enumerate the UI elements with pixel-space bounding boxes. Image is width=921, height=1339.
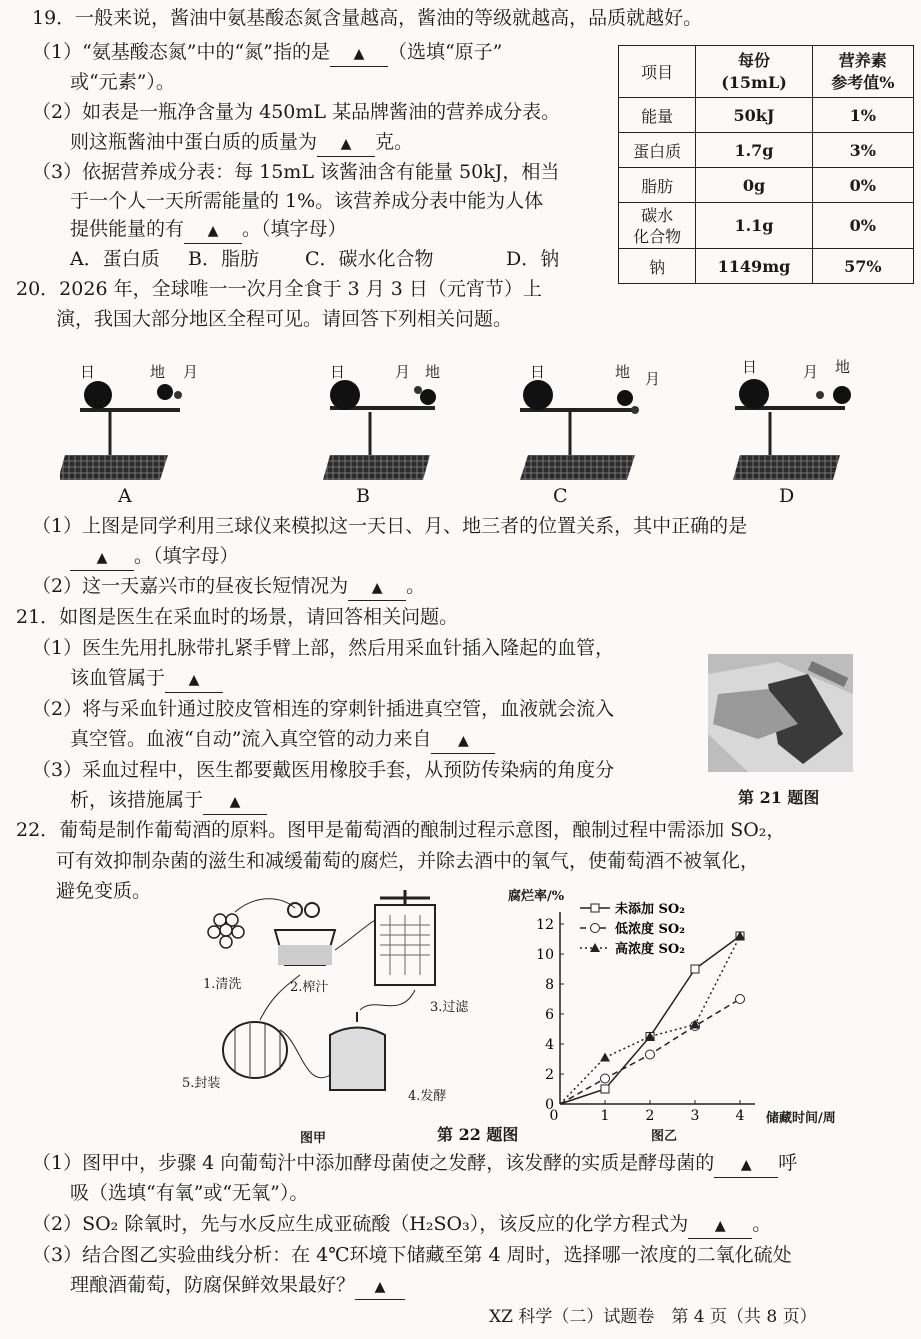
option-letter-c: C	[553, 485, 568, 507]
y-tick-label: 8	[545, 977, 554, 993]
rot-rate-chart	[500, 882, 860, 1142]
q20-part1	[70, 544, 239, 571]
x-tick-label: 1	[600, 1108, 610, 1124]
q21-part1	[70, 666, 223, 693]
step-label: 3.过滤	[430, 1000, 469, 1015]
legend-label: 低浓度 SO₂	[615, 922, 685, 937]
table-cell: 1149mg	[696, 249, 812, 284]
grapes-icon	[208, 914, 244, 948]
table-cell: 钠	[619, 249, 696, 284]
q22-stem2: 可有效抑制杂菌的滋生和减缓葡萄的腐烂，并除去酒中的氧气，使葡萄酒不被氧化，	[56, 850, 760, 872]
table-cell: 50kJ	[696, 98, 812, 133]
table-cell: 能量	[619, 98, 696, 133]
q22-stem3: 避免变质。	[56, 880, 152, 902]
step-label: 4.发酵	[408, 1089, 447, 1104]
q19-p3c: 提供能量的有	[70, 218, 185, 240]
legend-marker	[591, 904, 599, 912]
q21-p2a: （2）将与采血针通过胶皮管相连的穿刺针插进真空管，血液就会流入	[32, 698, 615, 720]
answer-blank[interactable]: ▲	[203, 788, 267, 815]
y-tick-label: 6	[545, 1007, 554, 1023]
q19-p3b: 于一个人一天所需能量的 1%。该营养成分表中能为人体	[70, 190, 544, 212]
q22-part1	[32, 1151, 797, 1178]
table-cell: 1%	[812, 98, 913, 133]
table-cell: 1.1g	[696, 203, 812, 249]
orrery-label: 日	[530, 363, 546, 381]
answer-blank[interactable]: ▲	[348, 574, 406, 601]
q21-p1a: （1）医生先用扎脉带扎紧手臂上部，然后用采血针插入隆起的血管，	[32, 637, 615, 659]
answer-blank[interactable]: ▲	[431, 727, 495, 754]
option-letter-a: A	[118, 485, 132, 507]
orrery-label: 地	[615, 363, 631, 381]
q21-part3	[70, 788, 267, 815]
q19-p1b: （选填“原子”	[387, 41, 503, 63]
y-tick-label: 12	[536, 917, 554, 933]
answer-blank[interactable]: ▲	[70, 544, 134, 571]
table-cell: 0%	[812, 203, 913, 249]
legend-label: 未添加 SO₂	[615, 902, 685, 917]
q22-stem1: 22．葡萄是制作葡萄酒的原料。图甲是葡萄酒的酿制过程示意图，酿制过程中需添加 SO₂，	[16, 819, 786, 841]
figure-jia-label: 图甲	[300, 1131, 327, 1146]
q19-p2a: （2）如表是一瓶净含量为 450mL 某品牌酱油的营养成分表。	[32, 101, 561, 123]
q21-p3b: 析，该措施属于	[70, 789, 204, 811]
answer-blank[interactable]: ▲	[714, 1151, 778, 1178]
y-tick-label: 10	[536, 947, 554, 963]
table-cell: 0g	[696, 168, 812, 203]
chart-xlabel: 储藏时间/周	[766, 1111, 836, 1126]
q19-p1c: 或“元素”）。	[70, 71, 175, 93]
q19-option-c: C．碳水化合物	[305, 248, 434, 270]
orrery-label: 月	[803, 363, 819, 381]
chart-series	[560, 901, 745, 1104]
q19-p3d: 。（填字母）	[242, 218, 347, 240]
q19-p1a: （1）“氨基酸态氮”中的“氮”指的是	[32, 41, 330, 63]
legend-label: 高浓度 SO₂	[615, 942, 685, 957]
answer-blank[interactable]: ▲	[355, 1273, 405, 1300]
series-line	[560, 936, 740, 1104]
q19-option-a: A．蛋白质	[70, 248, 160, 270]
q19-part2	[70, 130, 413, 157]
q19-part3	[70, 217, 347, 244]
q21-part2	[70, 727, 495, 754]
q22-p2a: （2）SO₂ 除氧时，先与水反应生成亚硫酸（H₂SO₃），该反应的化学方程式为	[32, 1213, 689, 1235]
answer-blank[interactable]: ▲	[688, 1212, 752, 1239]
answer-blank[interactable]: ▲	[165, 666, 223, 693]
answer-blank[interactable]: ▲	[330, 40, 388, 67]
q22-p1c: 吸（选填“有氧”或“无氧”）。	[70, 1182, 309, 1204]
q20-p2b: 。	[406, 575, 426, 597]
orrery-label: 月	[183, 363, 199, 381]
q21-p2b: 真空管。血液“自动”流入真空管的动力来自	[70, 728, 432, 750]
q20-p1a: （1）上图是同学利用三球仪来模拟这一天日、月、地三者的位置关系，其中正确的是	[32, 515, 748, 537]
point-circle	[646, 1050, 655, 1059]
q19-stem: 19．一般来说，酱油中氨基酸态氮含量越高，酱油的等级就越高，品质就越好。	[32, 7, 703, 29]
q20-stem2: 演，我国大部分地区全程可见。请回答下列相关问题。	[56, 308, 513, 330]
orrery-a	[60, 381, 182, 480]
table-cell: 脂肪	[619, 168, 696, 203]
y-tick-label: 4	[545, 1037, 554, 1053]
point-triangle	[600, 1053, 610, 1062]
q22-part3	[70, 1273, 405, 1300]
q22-part2	[32, 1212, 771, 1239]
answer-blank[interactable]: ▲	[184, 217, 242, 244]
q19-p2b: 则这瓶酱油中蛋白质的质量为	[70, 131, 318, 153]
x-tick-label: 0	[549, 1108, 559, 1124]
table-header: 项目	[619, 46, 696, 98]
q19-option-b: B．脂肪	[188, 248, 259, 270]
option-letter-d: D	[779, 485, 795, 507]
step-label: 2.榨汁	[290, 980, 329, 995]
table-header: 营养素 参考值%	[812, 46, 913, 98]
x-tick-label: 2	[645, 1108, 655, 1124]
orrery-label: 地	[425, 363, 441, 381]
table-cell: 3%	[812, 133, 913, 168]
q20-part2	[32, 574, 425, 601]
q22-p1a: （1）图甲中，步骤 4 向葡萄汁中添加酵母菌使之发酵，该发酵的实质是酵母菌的	[32, 1152, 715, 1174]
q21-stem: 21．如图是医生在采血时的场景，请回答相关问题。	[16, 606, 459, 628]
q19-option-d: D．钠	[506, 248, 560, 270]
q22-p3b: 理酿酒葡萄，防腐保鲜效果最好？	[70, 1274, 356, 1296]
answer-blank[interactable]: ▲	[317, 130, 375, 157]
series-line	[560, 936, 740, 1104]
q20-p2a: （2）这一天嘉兴市的昼夜长短情况为	[32, 575, 349, 597]
orrery-label: 日	[742, 358, 758, 376]
blood-draw-photo	[708, 654, 853, 772]
table-cell: 1.7g	[696, 133, 812, 168]
point-square	[691, 965, 699, 973]
table-cell: 57%	[812, 249, 913, 284]
orrery-label: 日	[80, 363, 96, 381]
point-circle	[601, 1074, 610, 1083]
q22-figure-caption: 第 22 题图	[437, 1125, 519, 1144]
q21-p1b: 该血管属于	[70, 667, 166, 689]
orrery-label: 月	[645, 370, 661, 388]
x-tick-label: 3	[690, 1108, 700, 1124]
q21-p3a: （3）采血过程中，医生都要戴医用橡胶手套，从预防传染病的角度分	[32, 759, 615, 781]
orrery-c	[520, 380, 639, 480]
q22-p2b: 。	[752, 1213, 772, 1235]
step-label: 5.封装	[182, 1076, 221, 1091]
step-label: 1.清洗	[203, 977, 242, 992]
table-cell: 碳水 化合物	[619, 203, 696, 249]
point-circle	[736, 995, 745, 1004]
y-tick-label: 0	[545, 1097, 554, 1113]
option-letter-b: B	[356, 485, 370, 507]
orrery-label: 地	[835, 358, 851, 376]
x-tick-label: 4	[735, 1108, 745, 1124]
figure-yi-label: 图乙	[651, 1129, 678, 1144]
q20-p1b: 。（填字母）	[134, 545, 239, 567]
orrery-d	[733, 379, 851, 480]
chart-ylabel: 腐烂率/%	[508, 889, 565, 904]
table-header: 每份 (15mL)	[696, 46, 812, 98]
q19-part1	[32, 40, 502, 67]
legend-marker	[591, 924, 600, 933]
q19-p2c: 克。	[375, 131, 414, 153]
table-cell: 蛋白质	[619, 133, 696, 168]
q22-p1b: 呼	[778, 1152, 798, 1174]
page-footer: XZ 科学（二）试题卷 第 4 页（共 8 页）	[489, 1307, 817, 1327]
orrery-label: 月	[395, 363, 411, 381]
q20-stem1: 20．2026 年，全球唯一一次月全食于 3 月 3 日（元宵节）上	[16, 278, 542, 300]
q21-figure-caption: 第 21 题图	[738, 788, 820, 807]
orrery-b	[323, 380, 436, 480]
y-tick-label: 2	[545, 1067, 554, 1083]
q22-p3a: （3）结合图乙实验曲线分析：在 4℃环境下储藏至第 4 周时，选择哪一浓度的二氧化硫处	[32, 1244, 792, 1266]
point-square	[601, 1085, 609, 1093]
table-cell: 0%	[812, 168, 913, 203]
nutrition-table	[618, 45, 914, 284]
q19-p3a: （3）依据营养成分表：每 15mL 该酱油含有能量 50kJ，相当	[32, 161, 560, 183]
orrery-label: 地	[150, 363, 166, 381]
orrery-label: 日	[330, 363, 346, 381]
